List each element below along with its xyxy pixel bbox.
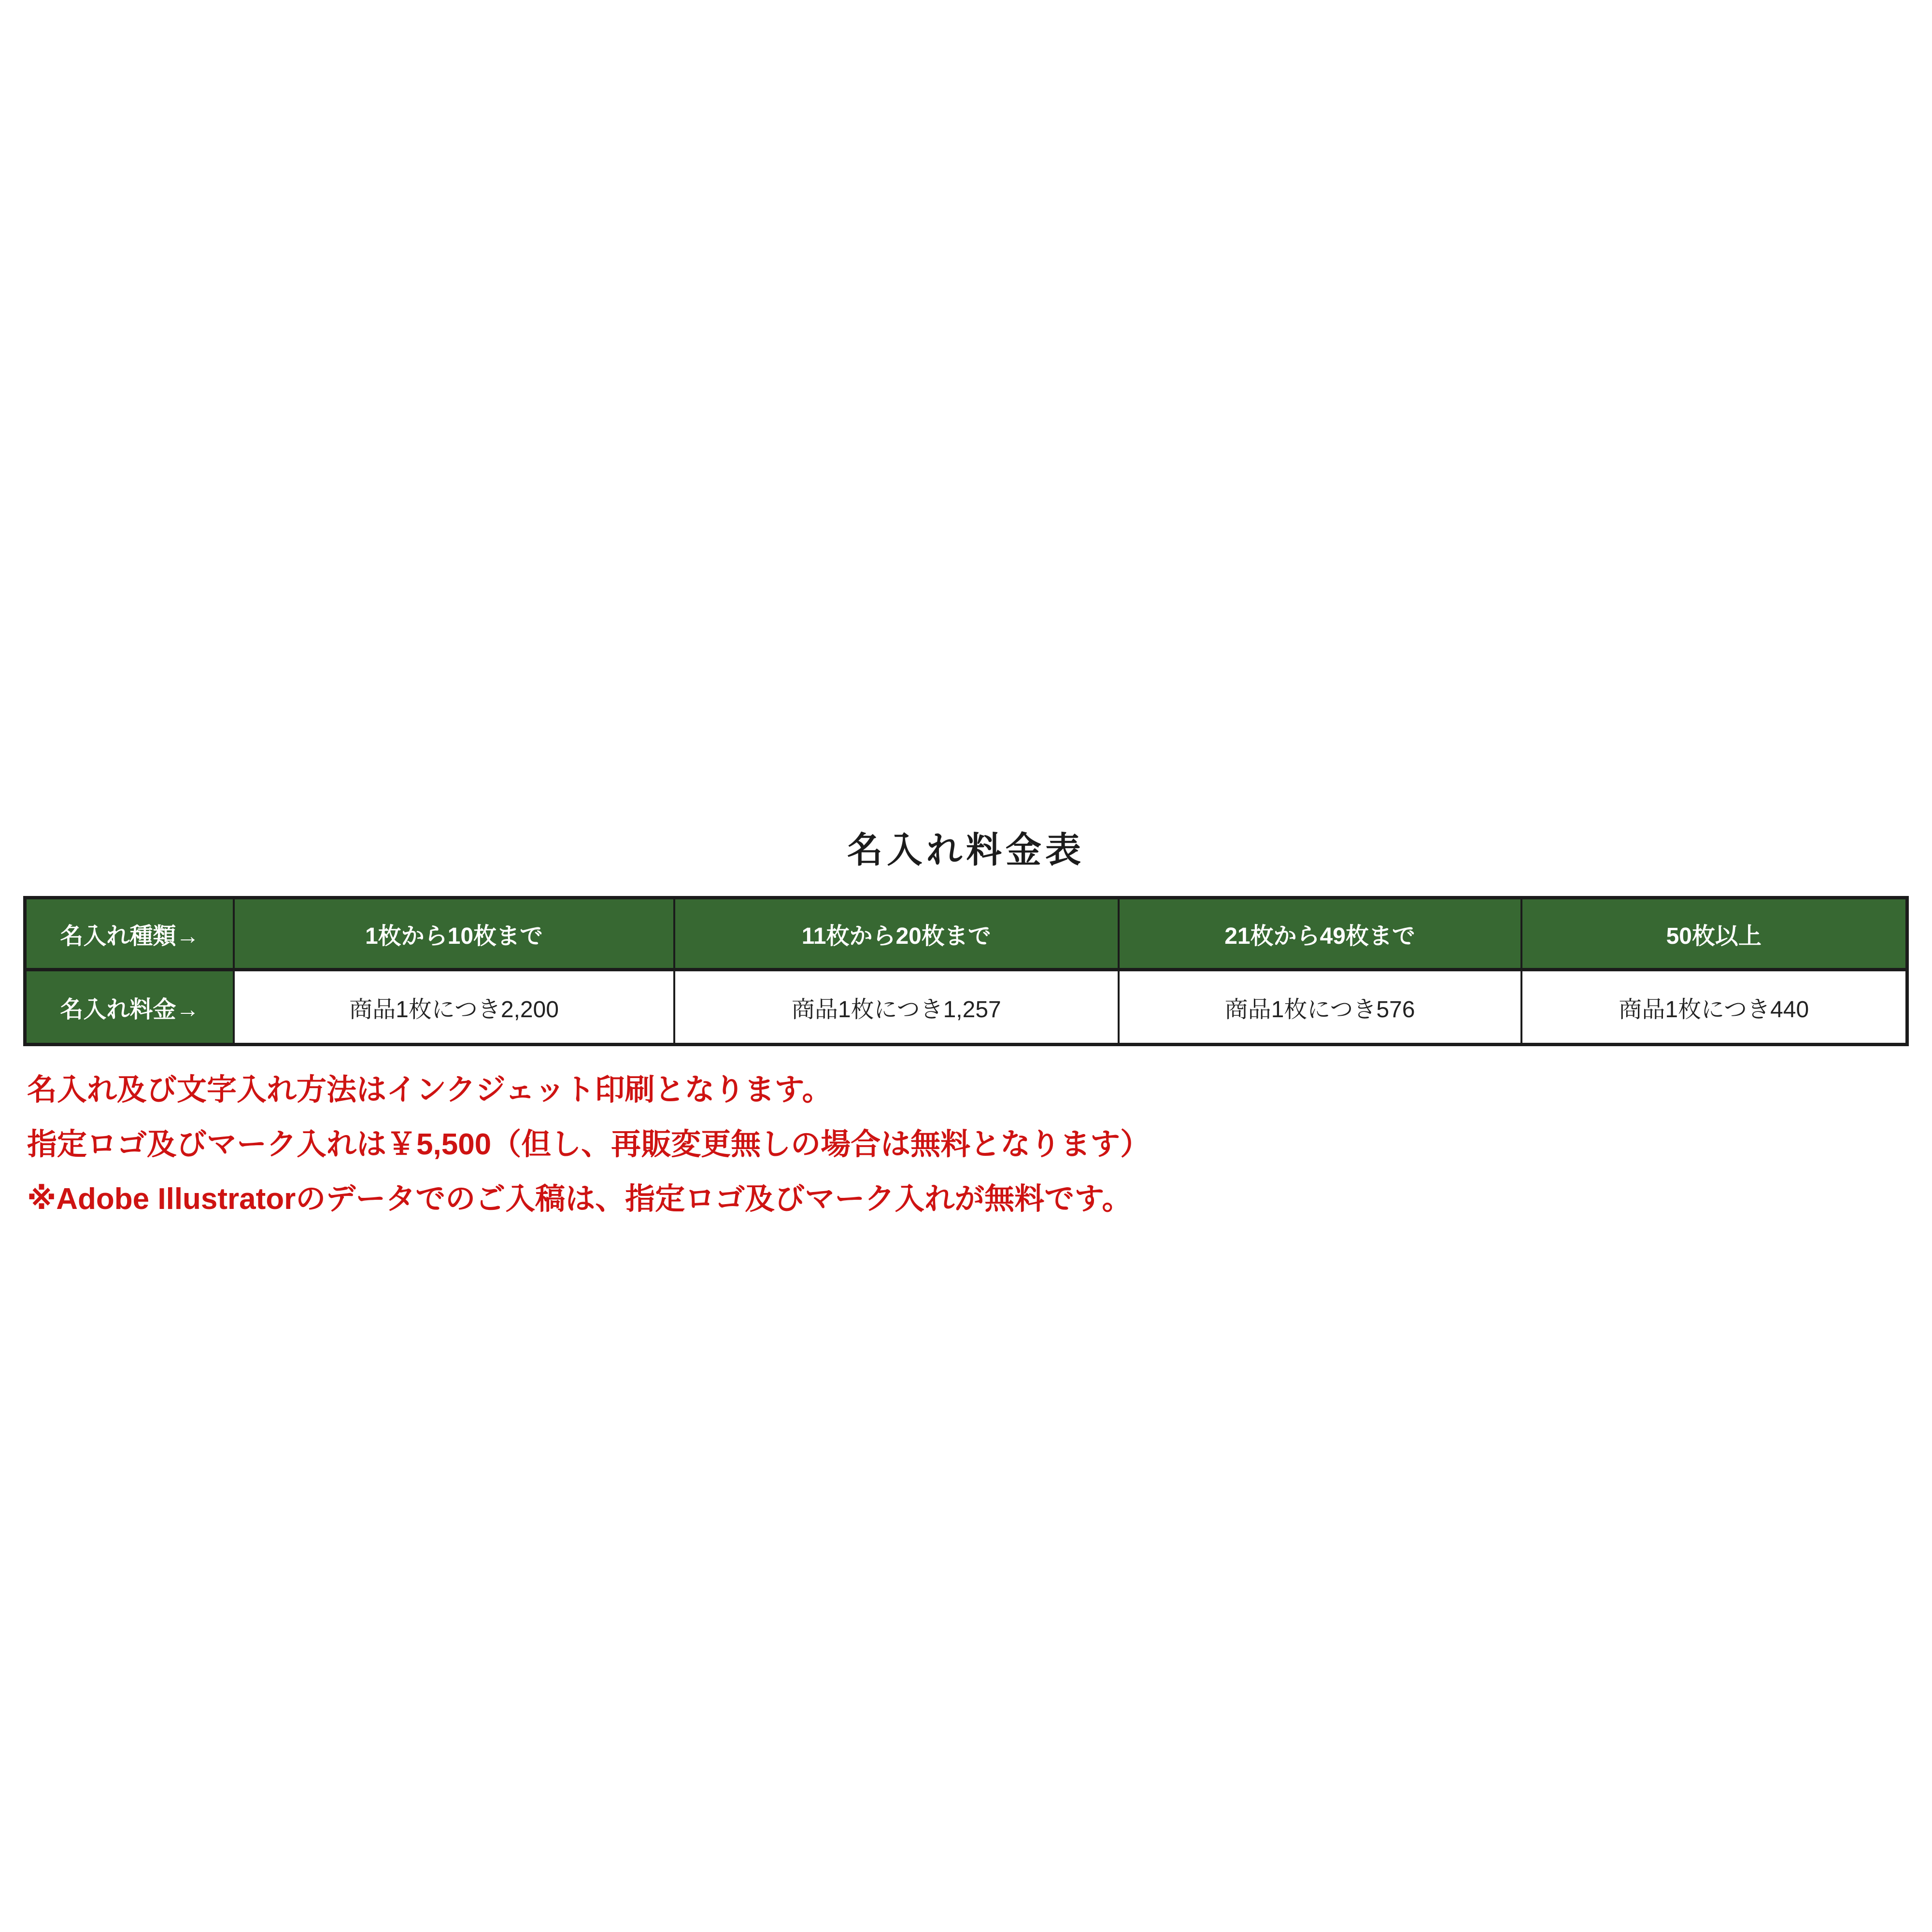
table-header-row (25, 898, 1907, 970)
price-qty-50-plus: 商品1枚につき440 (1521, 970, 1907, 1045)
header-qty-11-20: 11枚から20枚まで (674, 898, 1119, 970)
price-qty-1-10: 商品1枚につき2,200 (234, 970, 674, 1045)
price-qty-11-20: 商品1枚につき1,257 (674, 970, 1119, 1045)
notes-section (23, 1063, 1909, 1226)
header-label-naire-type: 名入れ種類→ (25, 898, 234, 970)
table-price-row (25, 970, 1907, 1045)
header-qty-50-plus: 50枚以上 (1521, 898, 1907, 970)
page-title: 名入れ料金表 (847, 830, 1085, 870)
note-illustrator-free: ※Adobe Illustratorのデータでのご入稿は、指定ロゴ及びマーク入れが無料です。 (27, 1182, 1132, 1216)
header-qty-1-10: 1枚から10枚まで (234, 898, 674, 970)
content-area (23, 824, 1909, 1226)
naire-pricing-table (23, 896, 1909, 1046)
price-qty-21-49: 商品1枚につき576 (1119, 970, 1521, 1045)
header-qty-21-49: 21枚から49枚まで (1119, 898, 1521, 970)
price-row-label: 名入れ料金→ (25, 970, 234, 1045)
note-printing-method: 名入れ及び文字入れ方法はインクジェット印刷となります。 (27, 1073, 832, 1107)
note-logo-fee: 指定ロゴ及びマーク入れは￥5,500（但し、再販変更無しの場合は無料となります） (27, 1128, 1151, 1161)
